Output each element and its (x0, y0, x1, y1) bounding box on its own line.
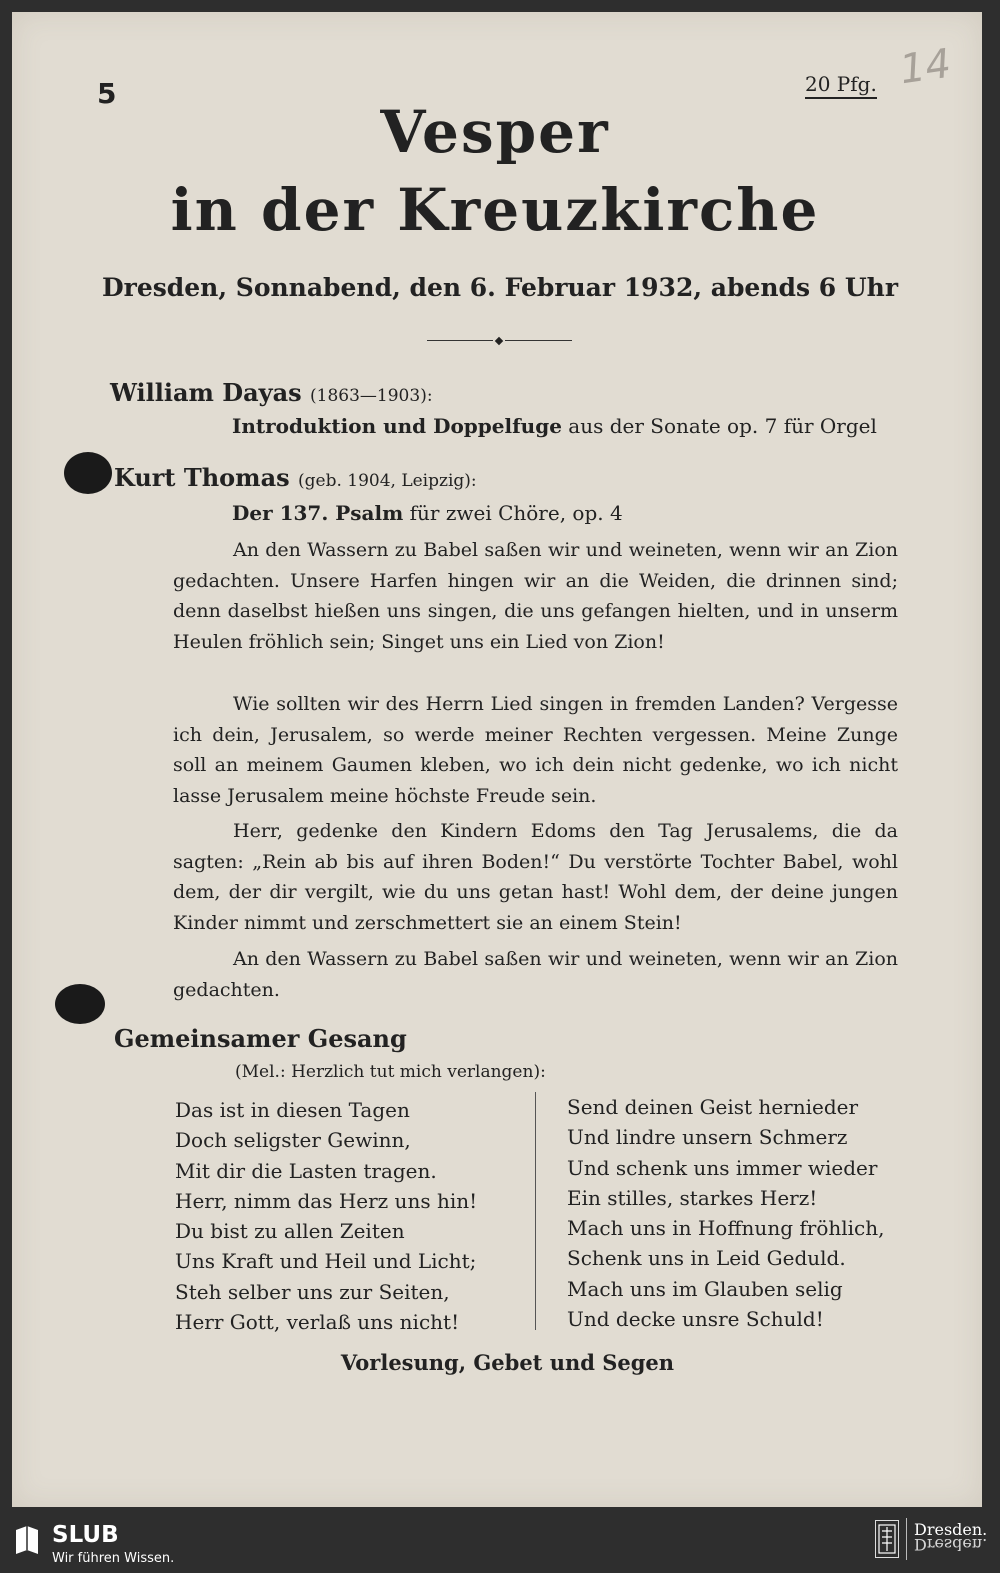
composer-2-name: Kurt Thomas (114, 463, 290, 492)
verse-line: Steh selber uns zur Seiten, (175, 1279, 450, 1304)
closing-line: Vorlesung, Gebet und Segen (340, 1350, 675, 1375)
composer-2 (114, 463, 477, 492)
composer-1 (110, 378, 433, 407)
verse-line: Das ist in diesen Tagen (175, 1098, 410, 1122)
psalm-paragraph-4: An den Wassern zu Babel saßen wir und weineten, wenn wir an Zion gedachten. (173, 948, 898, 1001)
ink-blot (64, 452, 112, 494)
verse-right (567, 1092, 884, 1334)
verse-line: Und decke unsre Schuld! (567, 1307, 824, 1332)
verse-line: Mach uns in Hoffnung fröhlich, (567, 1216, 885, 1241)
title-line-2: in der Kreuzkirche (170, 176, 820, 244)
event-subtitle: Dresden, Sonnabend, den 6. Februar 1932, abends 6 Uhr (101, 273, 899, 302)
verse-line: Ein stilles, starkes Herz! (567, 1185, 818, 1210)
verse-line: Und lindre unsern Schmerz (567, 1125, 848, 1150)
dresden-crest-icon (875, 1520, 899, 1558)
psalm-paragraph-2: Wie sollten wir des Herrn Lied singen in fremden Landen? Vergesse ich dein, Jerusalem, so werde meiner Rechten vergessen. Meine Zunge soll an meinem Gaumen kleben, wo ich dein nicht gedenke, wo ich nicht lasse Jerusalem meine höchste Freude sein. (173, 693, 898, 807)
verse-line: Herr Gott, verlaß uns nicht! (175, 1310, 460, 1335)
composer-2-dates: (geb. 1904, Leipzig): (298, 471, 477, 491)
hymn-heading: Gemeinsamer Gesang (114, 1024, 407, 1053)
composer-1-dates: (1863—1903): (310, 386, 433, 406)
slub-brand[interactable]: SLUB (52, 1522, 119, 1548)
work-1-detail: aus der Sonate op. 7 für Orgel (568, 414, 877, 438)
work-2 (232, 501, 623, 525)
verse-line: Uns Kraft und Heil und Licht; (175, 1249, 477, 1274)
verse-line: Schenk uns in Leid Geduld. (567, 1246, 846, 1271)
handwritten-number: 14 (897, 40, 954, 94)
verse-line: Und schenk uns immer wieder (567, 1155, 878, 1180)
psalm-paragraph-1: An den Wassern zu Babel saßen wir und weineten, wenn wir an Zion gedachten. Unsere Harfen hingen wir an die Weiden, die drinnen sind; denn daselbst hießen uns singen, die uns gefangen hielten, und in unserm Heulen fröhlich sein; Singet uns ein Lied von Zion! (173, 539, 898, 653)
work-2-detail: für zwei Chöre, op. 4 (409, 501, 623, 525)
footer-separator (906, 1518, 907, 1560)
ink-blot (55, 984, 105, 1024)
dresden-logo-text[interactable]: Dresden. Dresden. (914, 1520, 988, 1554)
work-1-title: Introduktion und Doppelfuge (232, 414, 562, 438)
page-number: 5 (97, 77, 117, 110)
verse-line: Herr, nimm das Herz uns hin! (175, 1188, 478, 1213)
verse-line: Du bist zu allen Zeiten (175, 1219, 405, 1244)
price-label: 20 Pfg. (805, 72, 877, 99)
slub-book-icon[interactable] (14, 1524, 40, 1556)
verse-line: Mit dir die Lasten tragen. (175, 1158, 437, 1183)
ornament-divider (427, 338, 572, 344)
verse-line: Send deinen Geist hernieder (567, 1095, 859, 1119)
verse-left (175, 1095, 477, 1337)
verse-divider (535, 1092, 536, 1330)
psalm-paragraph-3: Herr, gedenke den Kindern Edoms den Tag Jerusalems, die da sagten: „Rein ab bis auf ihren Boden!“ Du verstörte Tochter Babel, wohl dem, der dir vergilt, wie du uns getan hast! Wohl dem, der deine jungen Kinder nimmt und zerschmettert sie an einem Stein! (173, 820, 898, 934)
verse-line: Doch seligster Gewinn, (175, 1128, 411, 1153)
slub-tagline: Wir führen Wissen. (52, 1551, 175, 1566)
work-1 (232, 414, 877, 438)
title-line-1: Vesper (380, 98, 610, 166)
verse-line: Mach uns im Glauben selig (567, 1276, 843, 1301)
hymn-melody: (Mel.: Herzlich tut mich verlangen): (235, 1062, 546, 1082)
work-2-title: Der 137. Psalm (232, 501, 404, 525)
composer-1-name: William Dayas (110, 378, 302, 407)
